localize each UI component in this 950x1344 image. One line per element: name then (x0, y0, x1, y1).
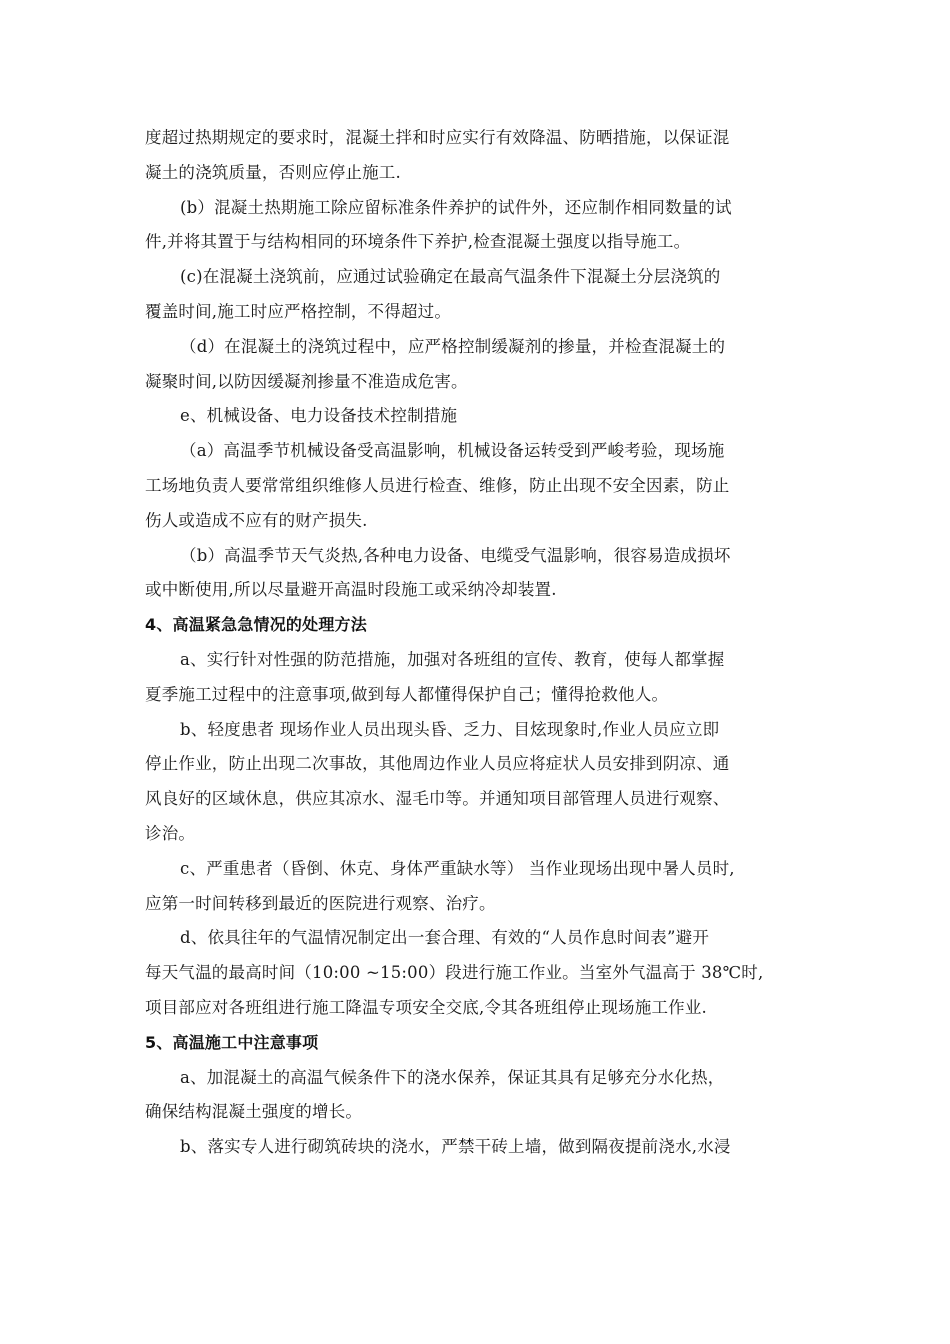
text-line: a、加混凝土的高温气候条件下的浇水保养，保证其具有足够充分水化热， (180, 1067, 725, 1087)
text-line: 夏季施工过程中的注意事项,做到每人都懂得保护自己；懂得抢救他人。 (145, 684, 669, 704)
text-line: a、实行针对性强的防范措施，加强对各班组的宣传、教育，使每人都掌握 (180, 649, 725, 669)
text-line: 确保结构混凝土强度的增长。 (145, 1102, 363, 1122)
document-body (145, 121, 810, 1165)
text-line: 诊治。 (145, 823, 196, 843)
text-line: 度超过热期规定的要求时，混凝土拌和时应实行有效降温、防晒措施，以保证混 (145, 128, 730, 147)
text-line: 或中断使用,所以尽量避开高温时段施工或采纳冷却装置. (145, 580, 557, 600)
text-line: 项目部应对各班组进行施工降温专项安全交底,令其各班组停止现场施工作业. (145, 997, 707, 1017)
text-line: 停止作业，防止出现二次事故，其他周边作业人员应将症状人员安排到阴凉、通 (145, 754, 730, 774)
text-line: d、依具往年的气温情况制定出一套合理、有效的“人员作息时间表”避开 (180, 928, 710, 948)
text-line: e、机械设备、电力设备技术控制措施 (180, 406, 458, 426)
text-line: 伤人或造成不应有的财产损失. (145, 510, 368, 530)
text-line: (b）混凝土热期施工除应留标准条件养护的试件外，还应制作相同数量的试 (180, 197, 732, 217)
text-line: （a）高温季节机械设备受高温影响，机械设备运转受到严峻考验，现场施 (180, 441, 725, 461)
text-line: 工场地负责人要常常组织维修人员进行检查、维修，防止出现不安全因素，防止 (145, 475, 730, 495)
text-line: 风良好的区域休息，供应其凉水、湿毛巾等。并通知项目部管理人员进行观察、 (145, 789, 730, 809)
text-line: (c)在混凝土浇筑前，应通过试验确定在最高气温条件下混凝土分层浇筑的 (180, 267, 721, 287)
text-line: 凝土的浇筑质量，否则应停止施工. (145, 162, 401, 182)
text-line: （b）高温季节天气炎热,各种电力设备、电缆受气温影响，很容易造成损坏 (180, 545, 731, 565)
text-line: b、落实专人进行砌筑砖块的浇水，严禁干砖上墙，做到隔夜提前浇水,水浸 (180, 1137, 731, 1157)
text-line: 覆盖时间,施工时应严格控制，不得超过。 (145, 301, 452, 321)
text-line: b、轻度患者 现场作业人员出现头昏、乏力、目炫现象时,作业人员应立即 (180, 719, 720, 739)
text-line: 件,并将其置于与结构相同的环境条件下养护,检查混凝土强度以指导施工。 (145, 232, 691, 252)
text-line: 应第一时间转移到最近的医院进行观察、治疗。 (145, 893, 496, 913)
section-heading: 4、高温紧急急情况的处理方法 (145, 615, 367, 635)
text-line: c、严重患者（昏倒、休克、身体严重缺水等） 当作业现场出现中暑人员时, (180, 858, 735, 878)
text-line: 每天气温的最高时间（10:00 ~15:00）段进行施工作业。当室外气温高于 38℃时, (145, 963, 764, 983)
section-heading: 5、高温施工中注意事项 (145, 1032, 319, 1052)
text-line: （d）在混凝土的浇筑过程中，应严格控制缓凝剂的掺量，并检查混凝土的 (180, 336, 726, 356)
text-line: 凝聚时间,以防因缓凝剂掺量不准造成危害。 (145, 371, 468, 391)
